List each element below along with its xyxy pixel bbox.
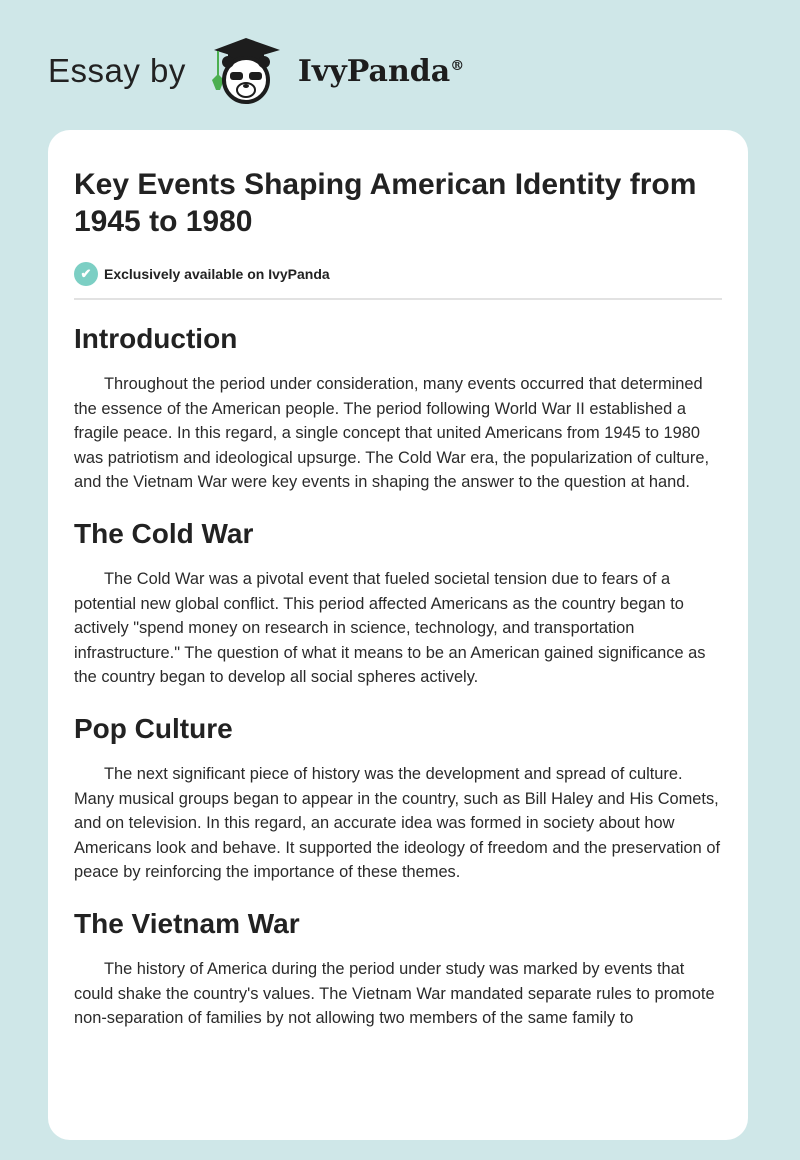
section-heading: The Cold War: [74, 517, 254, 549]
panda-logo-icon: [204, 36, 288, 106]
check-icon: ✔: [74, 262, 98, 286]
brand-name: IvyPanda®: [297, 53, 465, 89]
section-paragraph: Throughout the period under consideration, many events occurred that determined the essence of the American people. The period following World War II established a fragile peace. In this regard, a single concept that united Americans from 1945 to 1980 was patriotism and ideological upsurge. The Cold War era, the popularization of culture, and the Vietnam War were key events in shaping the answer to the question at hand.: [74, 375, 710, 492]
essay-title: Key Events Shaping American Identity from 1945 to 1980: [74, 168, 697, 238]
section-heading: Pop Culture: [74, 712, 233, 744]
site-header: [48, 36, 464, 106]
badge-label: Exclusively available on IvyPanda: [104, 266, 330, 282]
section-paragraph: The Cold War was a pivotal event that fueled societal tension due to fears of a potential new global conflict. This period affected Americans as the country began to actively "spend money on research in science, technology, and transportation infrastructure." The question of what it means to be an American gained significance as the country began to develop all social spheres actively.: [74, 569, 706, 687]
section-paragraph: The next significant piece of history was the development and spread of culture. Many musical groups began to appear in the country, such as Bill Haley and His Comets, and on television. In this regard, an accurate idea was formed in society about how Americans look and behave. It supported the ideology of freedom and the preservation of peace by reinforcing the importance of these themes.: [74, 764, 721, 882]
essay-card: [48, 130, 748, 1140]
divider: [74, 298, 722, 300]
section-heading: Introduction: [74, 323, 238, 354]
exclusive-badge: [74, 262, 722, 286]
section-heading: The Vietnam War: [74, 907, 300, 939]
section-paragraph: The history of America during the period under study was marked by events that could shake the country's values. The Vietnam War mandated separate rules to promote non-separation of families by not allowing two members of the same family to: [74, 959, 715, 1028]
essay-by-label: Essay by: [48, 52, 186, 89]
